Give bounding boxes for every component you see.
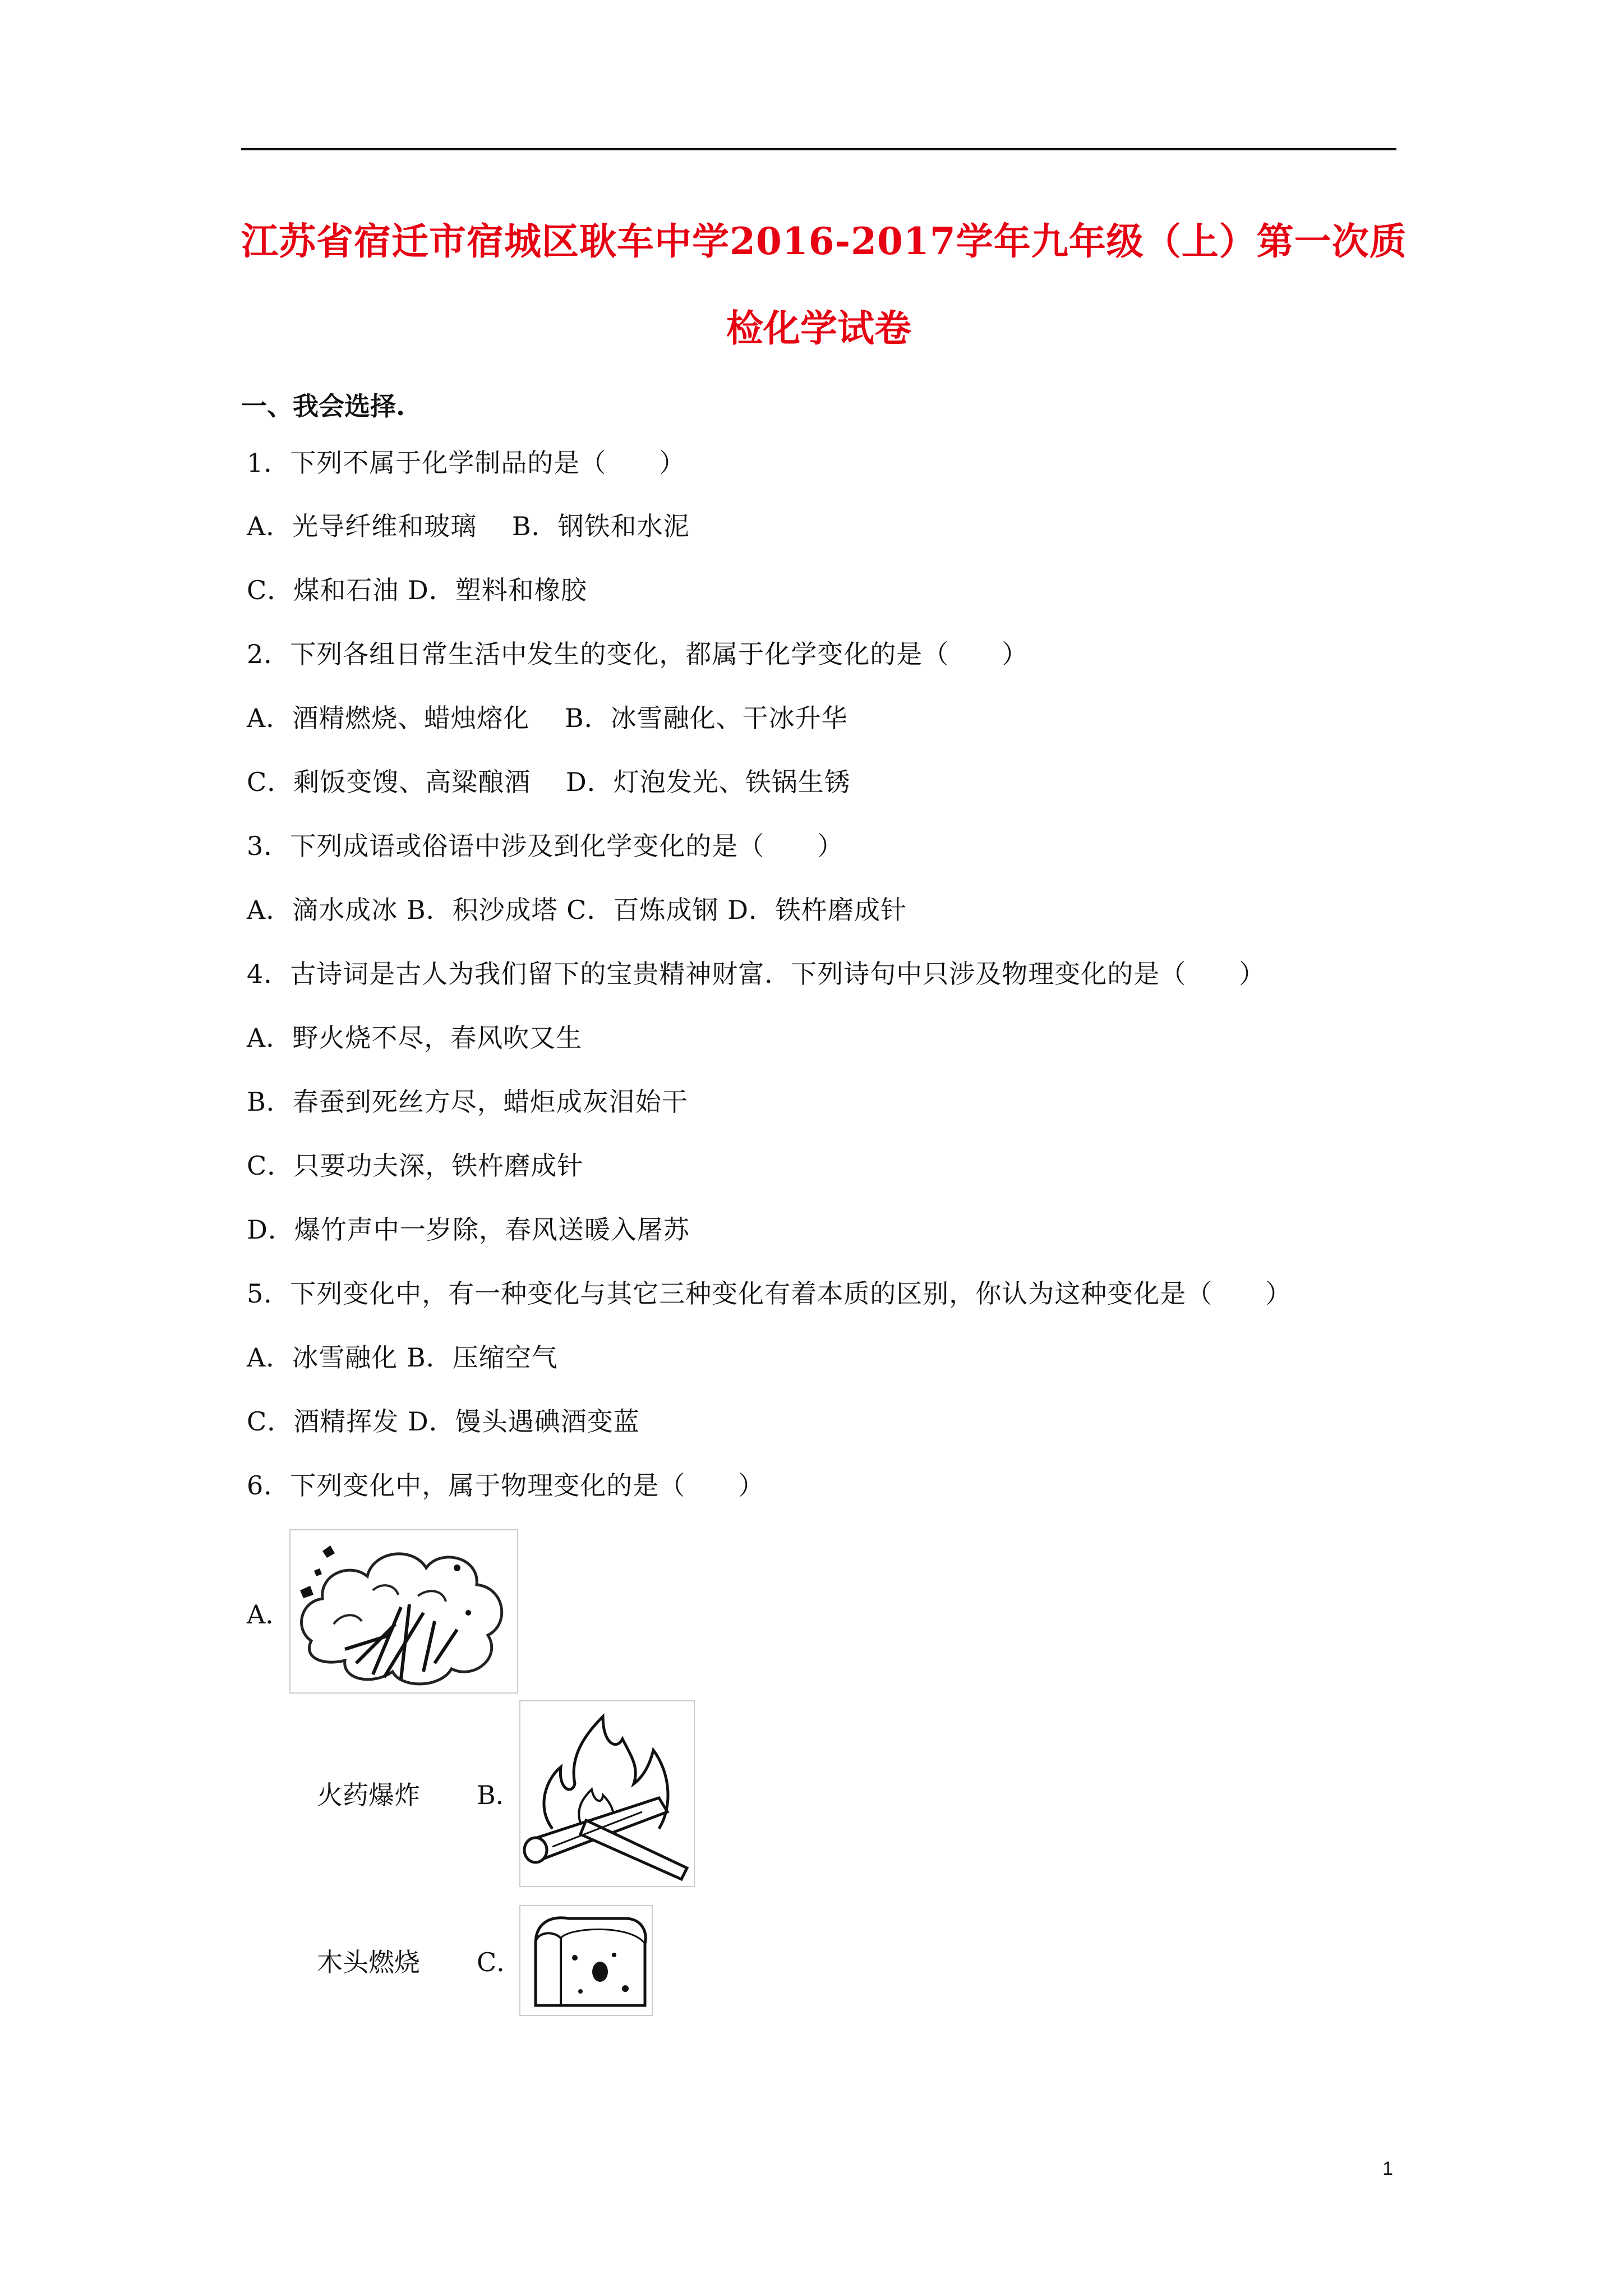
title-line-1: 江苏省宿迁市宿城区耿车中学2016-2017学年九年级（上）第一次质	[241, 219, 1407, 263]
question-6: 6．下列变化中，属于物理变化的是（ ）	[247, 1470, 765, 1501]
q4-option-d: D．爆竹声中一岁除，春风送暖入屠苏	[247, 1214, 690, 1245]
question-3: 3．下列成语或俗语中涉及到化学变化的是（ ）	[247, 831, 844, 861]
question-5: 5．下列变化中，有一种变化与其它三种变化有着本质的区别，你认为这种变化是（ ）	[247, 1278, 1292, 1309]
header-rule	[241, 148, 1396, 150]
section-heading: 一、我会选择.	[241, 391, 405, 421]
q4-option-a: A．野火烧不尽，春风吹又生	[247, 1023, 583, 1053]
q6-option-a-caption: 火药爆炸	[317, 1780, 420, 1810]
q3-options: A．滴水成冰 B．积沙成塔 C．百炼成钢 D．铁杵磨成针	[247, 895, 907, 925]
bread-icon	[519, 1904, 653, 2017]
question-4: 4．古诗词是古人为我们留下的宝贵精神财富．下列诗句中只涉及物理变化的是（ ）	[247, 959, 1266, 989]
page-number: 1	[1382, 2158, 1393, 2179]
title-line-2: 检化学试卷	[726, 306, 911, 350]
question-2: 2．下列各组日常生活中发生的变化，都属于化学变化的是（ ）	[247, 639, 1029, 669]
q4-option-b: B．春蚕到死丝方尽，蜡炬成灰泪始干	[247, 1087, 688, 1117]
q4-option-c: C．只要功夫深，铁杵磨成针	[247, 1151, 584, 1181]
q2-options-ab: A．酒精燃烧、蜡烛熔化 B．冰雪融化、干冰升华	[247, 703, 848, 733]
q6-option-b-label: B．	[477, 1780, 522, 1810]
question-1: 1．下列不属于化学制品的是（ ）	[247, 448, 686, 478]
q6-option-c-label: C．	[477, 1947, 523, 1977]
q5-options-ab: A．冰雪融化 B．压缩空气	[247, 1342, 558, 1373]
q6-option-a-label: A．	[247, 1599, 292, 1630]
q2-options-cd: C．剩饭变馊、高粱酿酒 D．灯泡发光、铁锅生锈	[247, 767, 851, 797]
q6-option-b-caption: 木头燃烧	[317, 1947, 420, 1977]
q1-options-cd: C．煤和石油 D．塑料和橡胶	[247, 575, 587, 605]
explosion-icon	[289, 1529, 519, 1694]
q5-options-cd: C．酒精挥发 D．馒头遇碘酒变蓝	[247, 1406, 640, 1437]
burning-wood-icon	[519, 1700, 695, 1888]
q1-options-ab: A．光导纤维和玻璃 B．钢铁和水泥	[247, 511, 690, 541]
